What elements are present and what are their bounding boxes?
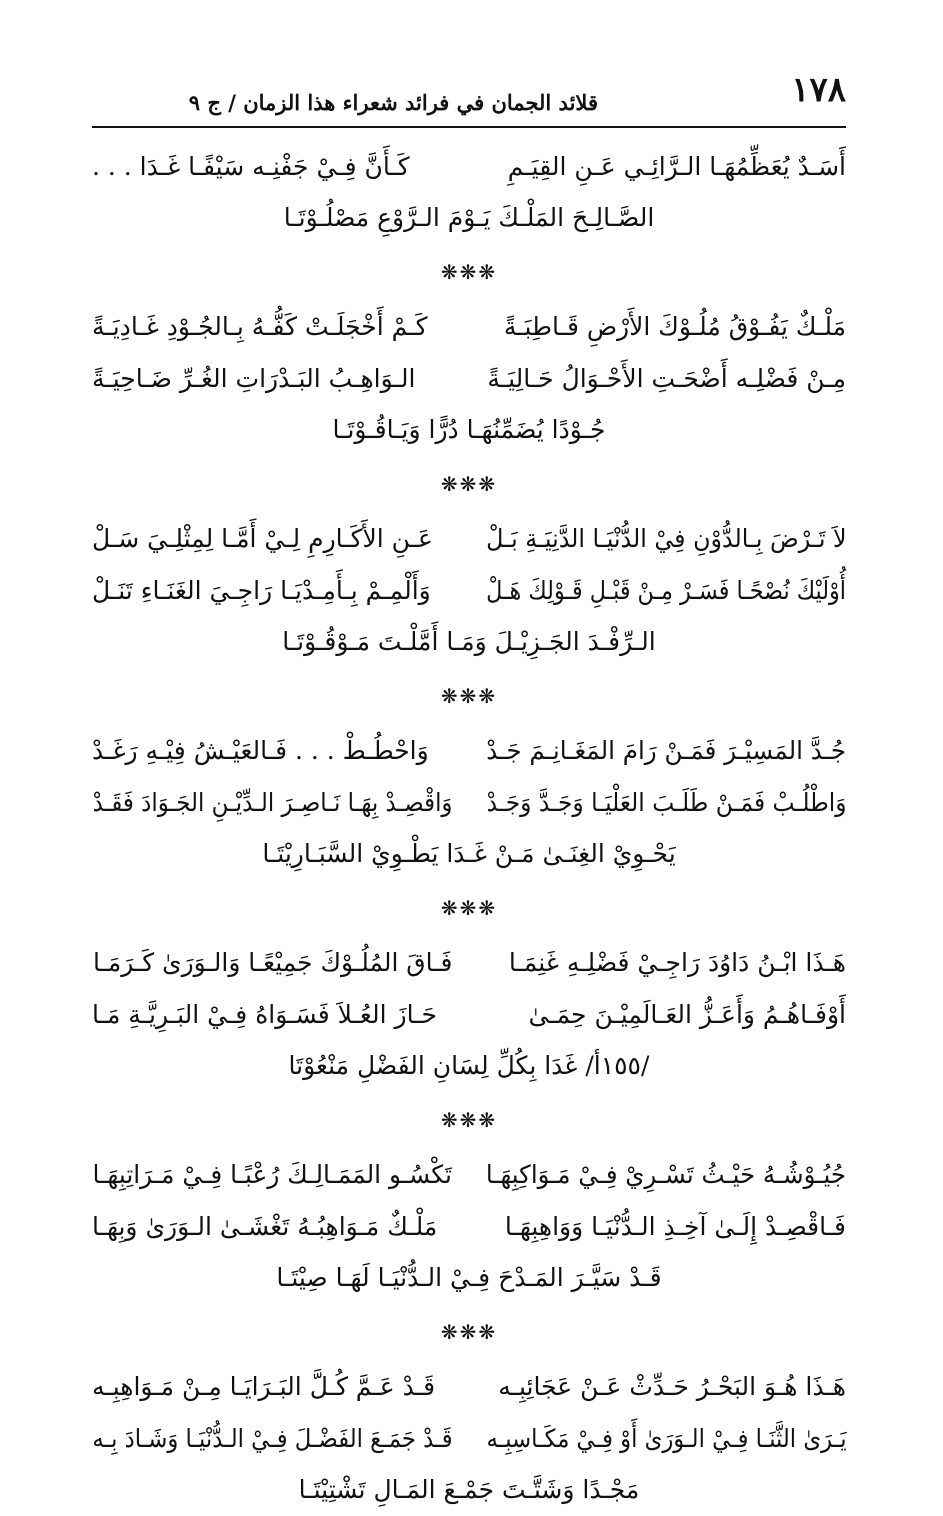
- stanza-separator: ❋❋❋: [440, 684, 498, 708]
- poem-stanza: [92, 936, 846, 1092]
- verse-refrain: يَحْـوِيْ الغِنَـىٰ مَـنْ غَـدَا يَطْـوِيْ السَّبَـارِيْتَـا: [262, 839, 676, 868]
- verse-line: [92, 936, 846, 988]
- header-rule: [92, 126, 846, 128]
- stanza-separator: ❋❋❋: [440, 260, 498, 284]
- verse-second-hemistich: وَأَلْمِـمْ بِـأَمِـدْيَـا رَاجِـيَ الغَنَـاءِ تَنَـلْ: [92, 575, 431, 605]
- verse-line: [92, 1148, 846, 1200]
- verse-line: [92, 300, 846, 352]
- verse-line: [92, 140, 846, 192]
- stanza-separator: ❋❋❋: [440, 472, 498, 496]
- verse-line: [92, 1412, 846, 1464]
- verse-second-hemistich: عَـنِ الأَكَـارِمِ لِـيْ أَمَّـا لِمِثْلِـيَ سَـلْ: [92, 523, 433, 553]
- poem-stanza: [92, 1148, 846, 1304]
- verse-refrain: قَـدْ سَيَّـرَ المَـدْحَ فِـيْ الـدُّنْيَـا لَهَـا صِيْتَـا: [276, 1263, 662, 1292]
- verse-first-hemistich: أُوْلَيْكَ نُصْحًـا فَسَـرْ مِـنْ قَبْـلِ قَـوْلِكَ هَـلْ: [486, 575, 846, 605]
- verse-second-hemistich: حَـازَ العُـلاَ فَسَـوَاهُ فِـيْ البَـرِيَّـةِ مَـا: [92, 999, 437, 1029]
- verse-first-hemistich: أَسَـدٌ يُعَظِّمُهَـا الـرَّائِـي عَـنِ القِيَـمِ: [507, 151, 846, 181]
- poem-stanza: [92, 300, 846, 456]
- verse-first-hemistich: جُيُـوْشُـهُ حَيْـثُ تَسْـرِيْ فِـيْ مَـوَاكِبِهَـا: [485, 1159, 846, 1189]
- verse-second-hemistich: كَـمْ أَخْجَلَـتْ كَفُّـهُ بِـالجُـوْدِ غَـادِيَـةً: [92, 311, 428, 341]
- verse-refrain: الصَّـالِـحَ المَلْـكَ يَـوْمَ الـرَّوْعِ مَصْلُـوْتَـا: [283, 203, 655, 232]
- verse-second-hemistich: وَاقْصِـدْ بِهَـا نَـاصِـرَ الـدِّيْـنِ الجَـوَادَ فَقَـدْ: [92, 787, 452, 817]
- verse-second-hemistich: قَـدْ عَـمَّ كُـلَّ البَـرَايَـا مِـنْ مَـوَاهِبِـه: [92, 1371, 436, 1401]
- verse-line: [92, 724, 846, 776]
- verse-line: [92, 352, 846, 404]
- verse-second-hemistich: مَلْـكٌ مَـوَاهِبُـهُ تَغْشَـىٰ الـوَرَىٰ وَبِهَـا: [92, 1211, 438, 1241]
- stanza-separator: ❋❋❋: [440, 1108, 498, 1132]
- poem-stanza: [92, 1360, 846, 1516]
- page-header: [92, 68, 846, 120]
- verse-line: [92, 1200, 846, 1252]
- verse-first-hemistich: جُـدَّ المَسِيْـرَ فَمَـنْ رَامَ المَغَـانِـمَ جَـدْ: [486, 735, 847, 765]
- verse-first-hemistich: فَـاقْصِـدْ إِلَـىٰ آخِـذِ الـدُّنْيَـا وَوَاهِبِهَـا: [504, 1211, 846, 1241]
- verse-first-hemistich: هَـذَا ابْـنُ دَاوُدَ رَاجِـيْ فَضْلِـهِ غَنِمَـا: [508, 947, 846, 977]
- verse-first-hemistich: مِـنْ فَضْلِـه أَضْحَـتِ الأَحْـوَالُ حَـالِيَـةً: [487, 363, 846, 393]
- stanza-separator: ❋❋❋: [440, 1320, 498, 1344]
- verse-second-hemistich: قَـدْ جَمَـعَ الفَضْـلَ فِـيْ الـدُّنْيَـا وَشَـادَ بِـه: [91, 1423, 453, 1453]
- poem-stanza: [92, 724, 846, 880]
- stanza-separator: ❋❋❋: [440, 896, 498, 920]
- verse-first-hemistich: يَـرَىٰ الثَّنَـا فِـيْ الـوَرَىٰ أَوْ فِـيْ مَكَـاسِبِـه: [485, 1423, 847, 1453]
- verse-line: [92, 988, 846, 1040]
- page-number: ١٧٨: [791, 70, 846, 110]
- verse-refrain: جُـوْدًا يُضَمِّنُهَـا دُرًّا وَيَـاقُـوْتَـا: [332, 415, 606, 444]
- verse-line: [92, 776, 846, 828]
- verse-first-hemistich: هَـذَا هُـوَ البَحْـرُ حَـدِّثْ عَـنْ عَجَائِبِـه: [498, 1371, 846, 1401]
- verse-line: [92, 564, 846, 616]
- verse-second-hemistich: كَـأَنَّ فِـيْ جَفْنِـه سَيْفًـا غَـدَا . . .: [92, 151, 410, 181]
- verse-refrain: الـرِّفْـدَ الجَـزِيْـلَ وَمَـا أَمَّلْـتَ مَـوْقُـوْتَـا: [282, 627, 656, 656]
- verse-first-hemistich: أَوْفَـاهُـمُ وَأَعَـزُّ العَـالَمِيْـنَ حِمَـىٰ: [528, 999, 846, 1029]
- verse-first-hemistich: وَاطْلُـبْ فَمَـنْ طَلَـبَ العَلْيَـا وَجَـدَّ وَجَـدْ: [486, 787, 846, 817]
- verse-second-hemistich: وَاحْطُـطْ . . . فَـالعَيْـشُ فِيْـهِ رَغَـدْ: [92, 735, 429, 765]
- verse-line: [92, 512, 846, 564]
- verse-first-hemistich: لاَ تَـرْضَ بِـالدُّوْنِ فِيْ الدُّنْيَـا الدَّنِيَـةِ بَـلْ: [485, 523, 847, 553]
- poem-stanza: [92, 512, 846, 668]
- verse-second-hemistich: فَـاقَ المُلُـوْكَ جَمِيْعًـا وَالـوَرَىٰ كَـرَمَـا: [92, 947, 452, 977]
- verse-line: [92, 1360, 846, 1412]
- poem-stanza: [92, 140, 846, 244]
- verse-second-hemistich: تَكْسُـو المَمَـالِـكَ رُعْبًـا فِـيْ مَـرَاتِبِهَـا: [92, 1159, 452, 1189]
- running-title: قلائد الجمان في فرائد شعراء هذا الزمان / ج ٩: [188, 90, 598, 115]
- verse-refrain: مَجْـدًا وَشَتَّـتَ جَمْـعَ المَـالِ تَشْتِيْتَـا: [298, 1475, 640, 1504]
- verse-refrain: /١٥٥أ/ غَدَا بِكُلِّ لِسَانِ الفَضْلِ مَنْعُوْتَا: [288, 1051, 650, 1080]
- verse-first-hemistich: مَلْـكٌ يَفُـوْقُ مُلُـوْكَ الأَرْضِ قَـاطِبَـةً: [503, 311, 846, 341]
- poem-body: [92, 140, 846, 1516]
- verse-second-hemistich: الـوَاهِـبُ البَـدْرَاتِ الغُـرِّ ضَـاحِيَـةً: [92, 363, 416, 393]
